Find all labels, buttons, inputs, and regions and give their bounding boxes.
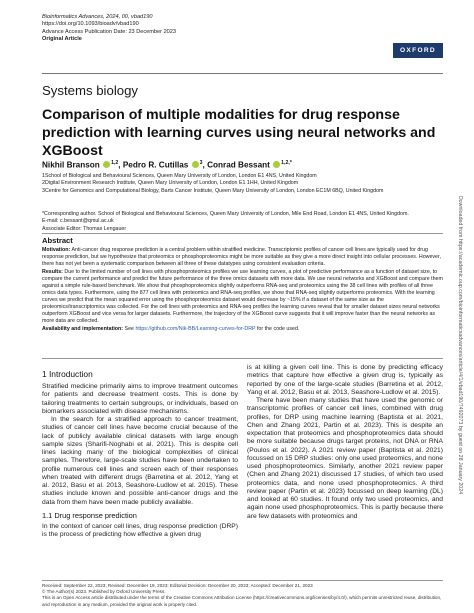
correspondence [42,211,442,233]
intro-paragraph: Stratified medicine primarily aims to improve treatment outcomes for patients and decrease treatment costs. This is done by tailoring treatments to certain subgroups, or individuals, based on biomarkers associated with disease mechanisms. [42,383,238,415]
orcid-icon[interactable] [192,161,199,168]
license-text: This is an Open Access article distributed under the terms of the Creative Commons Attribution License (https://creativecommons.org/licenses/by/4.0/), which permits unrestricted reuse, distribution, and reproduction in any medium, provided the original work is properly cited. [42,595,442,607]
body-paragraph: There have been many studies that have used the genomic or transcriptomic profiles of cancer cell lines, combined with drug profiles, for DRP using machine learning (Baptista et al. 2021, Chen and Zhang 2021, Partin et al. 2023). This is despite an expectation that proteomics and phosphoproteomics data should be more suitable because drugs target proteins, not DNA or RNA (Poulos et al. 2022). A 2021 review paper (Baptista et al. 2021) focussed on 15 DRP studies: only one used proteomics, and none used phosphoproteomics. Similarly, another 2021 review paper (Chen and Zhang 2021) discussed 17 studies, of which two used proteomics data, and none used phosphoproteomics. A third review paper (Partin et al. 2023) focussed on deep learning (DL) and looked at 60 studies. It found only two used proteomics, and again none used phosphoproteomics. This is partly because there are few datasets with proteomics and [247,397,443,520]
download-note: Downloaded from https://academic.oup.com/bioinformaticsadvances/article/4/1/vbad190/7492073 by guest on 28 January 2024 [457,195,463,495]
oxford-logo[interactable]: OXFORD [393,43,443,58]
author-affil-marker: 1,2 [111,160,119,166]
author-name: Conrad Bessant [207,160,270,170]
author-name: Pedro R. Cutillas [122,160,189,170]
affiliation: 2Digital Environment Research Institute, Queen Mary University of London, London E1 1HH, United Kingdom [42,180,299,187]
github-link[interactable]: https://github.com/Nik-BB/Learning-curves-for-DRP [135,326,256,333]
publication-date: Advance Access Publication Date: 23 December 2023 [42,28,177,35]
article-title: Comparison of multiple modalities for drug response prediction with learning curves using neural networks and XGBoost [42,107,436,159]
abstract-availability [42,326,443,333]
page-footer [42,583,443,608]
journal-doi[interactable]: https://doi.org/10.1093/bioadv/vbad190 [42,21,139,28]
motivation-label: Motivation: [42,247,71,253]
abstract-heading: Abstract [42,236,73,245]
received-dates: Received: September 22, 2023; Revised: December 19, 2023; Editorial Decision: December 20, 2023; Accepted: December 21, 2023 [42,583,313,588]
journal-name: Bioinformatics Advances, 2024, 00, vbad190 [42,14,153,20]
abstract-bottom-divider [42,358,443,359]
results-text: Due to the limited number of cell lines with phosphoproteomics profiles we use learning curves, a plot of predictive performance as a function of dataset size, to compare the current performance and predict the future performance of the three omics datasets with more data. We use neural networks and XGBoost and compare them against a simple rule-based benchmark. We show that phosphoproteomics slightly outperforms RNA-seq and proteomics using the 38 cell lines with profiles of all three omics data types. Furthermore, using the 877 cell lines with proteomics and RNA-seq profiles, we show that RNA-seq slightly outperforms proteomics. With the learning curves we predict that the mean squared error using the phosphoproteomics dataset would decrease by ~15% if a dataset of the same size as the proteomics/transcriptomics was collected. For the cell lines with proteomics and RNA-seq profiles the learning curves reveal that for smaller dataset sizes neural networks outperform XGBoost and vice versa for larger datasets. Furthermore, the trajectory of the XGBoost curve suggests that it will improve faster than the neural networks as more data are collected. [42,268,443,325]
associate-editor: Associate Editor: Thomas Lengauer [42,225,127,232]
section-label: Systems biology [42,83,139,98]
author-affil-marker: 3 [199,160,203,166]
affiliations [42,173,442,195]
drp-heading: 1.1 Drug response prediction [42,510,137,520]
orcid-icon[interactable] [273,161,280,168]
journal-header [42,14,176,44]
body-paragraph: is at killing a given cell line. This is done by predicting efficacy metrics that capture how effective a given drug is, typically as reported by one of the large-scale studies (Barretina et al. 2012, Yang et al. 2012, Basu et al. 2013, Seashore-Ludlow et al. 2015). [247,364,443,396]
right-column [247,364,443,521]
abstract-top-divider [42,233,443,234]
author-list: Nikhil Branson $^{1,2}$, Pedro R. Cutillas $^3$, Conrad Bessant $^{1,2,*}$ [42,160,292,170]
availability-label: Availability and implementation: [42,326,124,333]
motivation-text: Anti-cancer drug response prediction is a central problem within stratified medicine. Transcriptomic profiles of cancer cell lines are typically used for drug response prediction, but we hypothesize that proteomics or phosphoproteomics might be more suitable as they give a more direct insight into cellular processes. However, there has not yet been a systematic comparison between all three of these datatypes using consistent evaluation criteria. [42,247,441,268]
author-name: Nikhil Branson [42,160,100,170]
abstract [42,236,443,334]
download-watermark [456,110,464,580]
orcid-icon[interactable] [103,161,110,168]
drp-paragraph: In the context of cancer cell lines, drug response prediction (DRP) is the process of predicting how effective a given drug [42,522,238,538]
abstract-results [42,269,443,326]
intro-heading: 1 Introduction [42,369,93,379]
abstract-motivation [42,247,443,268]
affiliation: 3Centre for Genomics and Computational Biology, Barts Cancer Institute, Queen Mary University of London, London EC1M 6BQ, United Kingdom [42,187,384,194]
affiliation: 1School of Biological and Behavioural Sciences, Queen Mary University of London, London E1 4NS, United Kingdom [42,173,317,179]
left-column [42,369,238,539]
availability-pre: See [124,326,134,333]
copyright: © The Author(s) 2023. Published by Oxford University Press. [42,589,166,595]
results-label: Results: [42,268,63,275]
corresponding-address: *Corresponding author. School of Biological and Behavioural Sciences, Queen Mary University of London, Mile End Road, London E1 4NS, United Kingdom. [42,211,409,217]
author-affil-marker: 1,2,* [281,160,292,166]
footer-divider [42,580,443,581]
availability-post: for the code used. [256,326,300,333]
intro-paragraph: In the search for a stratified approach to cancer treatment, studies of cancer cell lines have become crucial because of the lack of publicly available clinical datasets with large enough sample sizes (Sharifi-Noghabi et al. 2021). This is despite cell lines lacking many of the biological complexities of clinical samples. Therefore, large-scale studies have been undertaken to profile numerous cell lines and screen each of their responses when treated with different drugs (Barretina et al. 2012, Yang et al. 2012, Basu et al. 2013, Seashore-Ludlow et al. 2015). These studies include known and possible anti-cancer drugs and the data from them have been made publicly available. [42,416,238,506]
corresponding-email[interactable]: E-mail: c.bessant@qmul.ac.uk [42,218,114,225]
article-type: Original Article [42,36,82,43]
header-divider [42,73,443,74]
